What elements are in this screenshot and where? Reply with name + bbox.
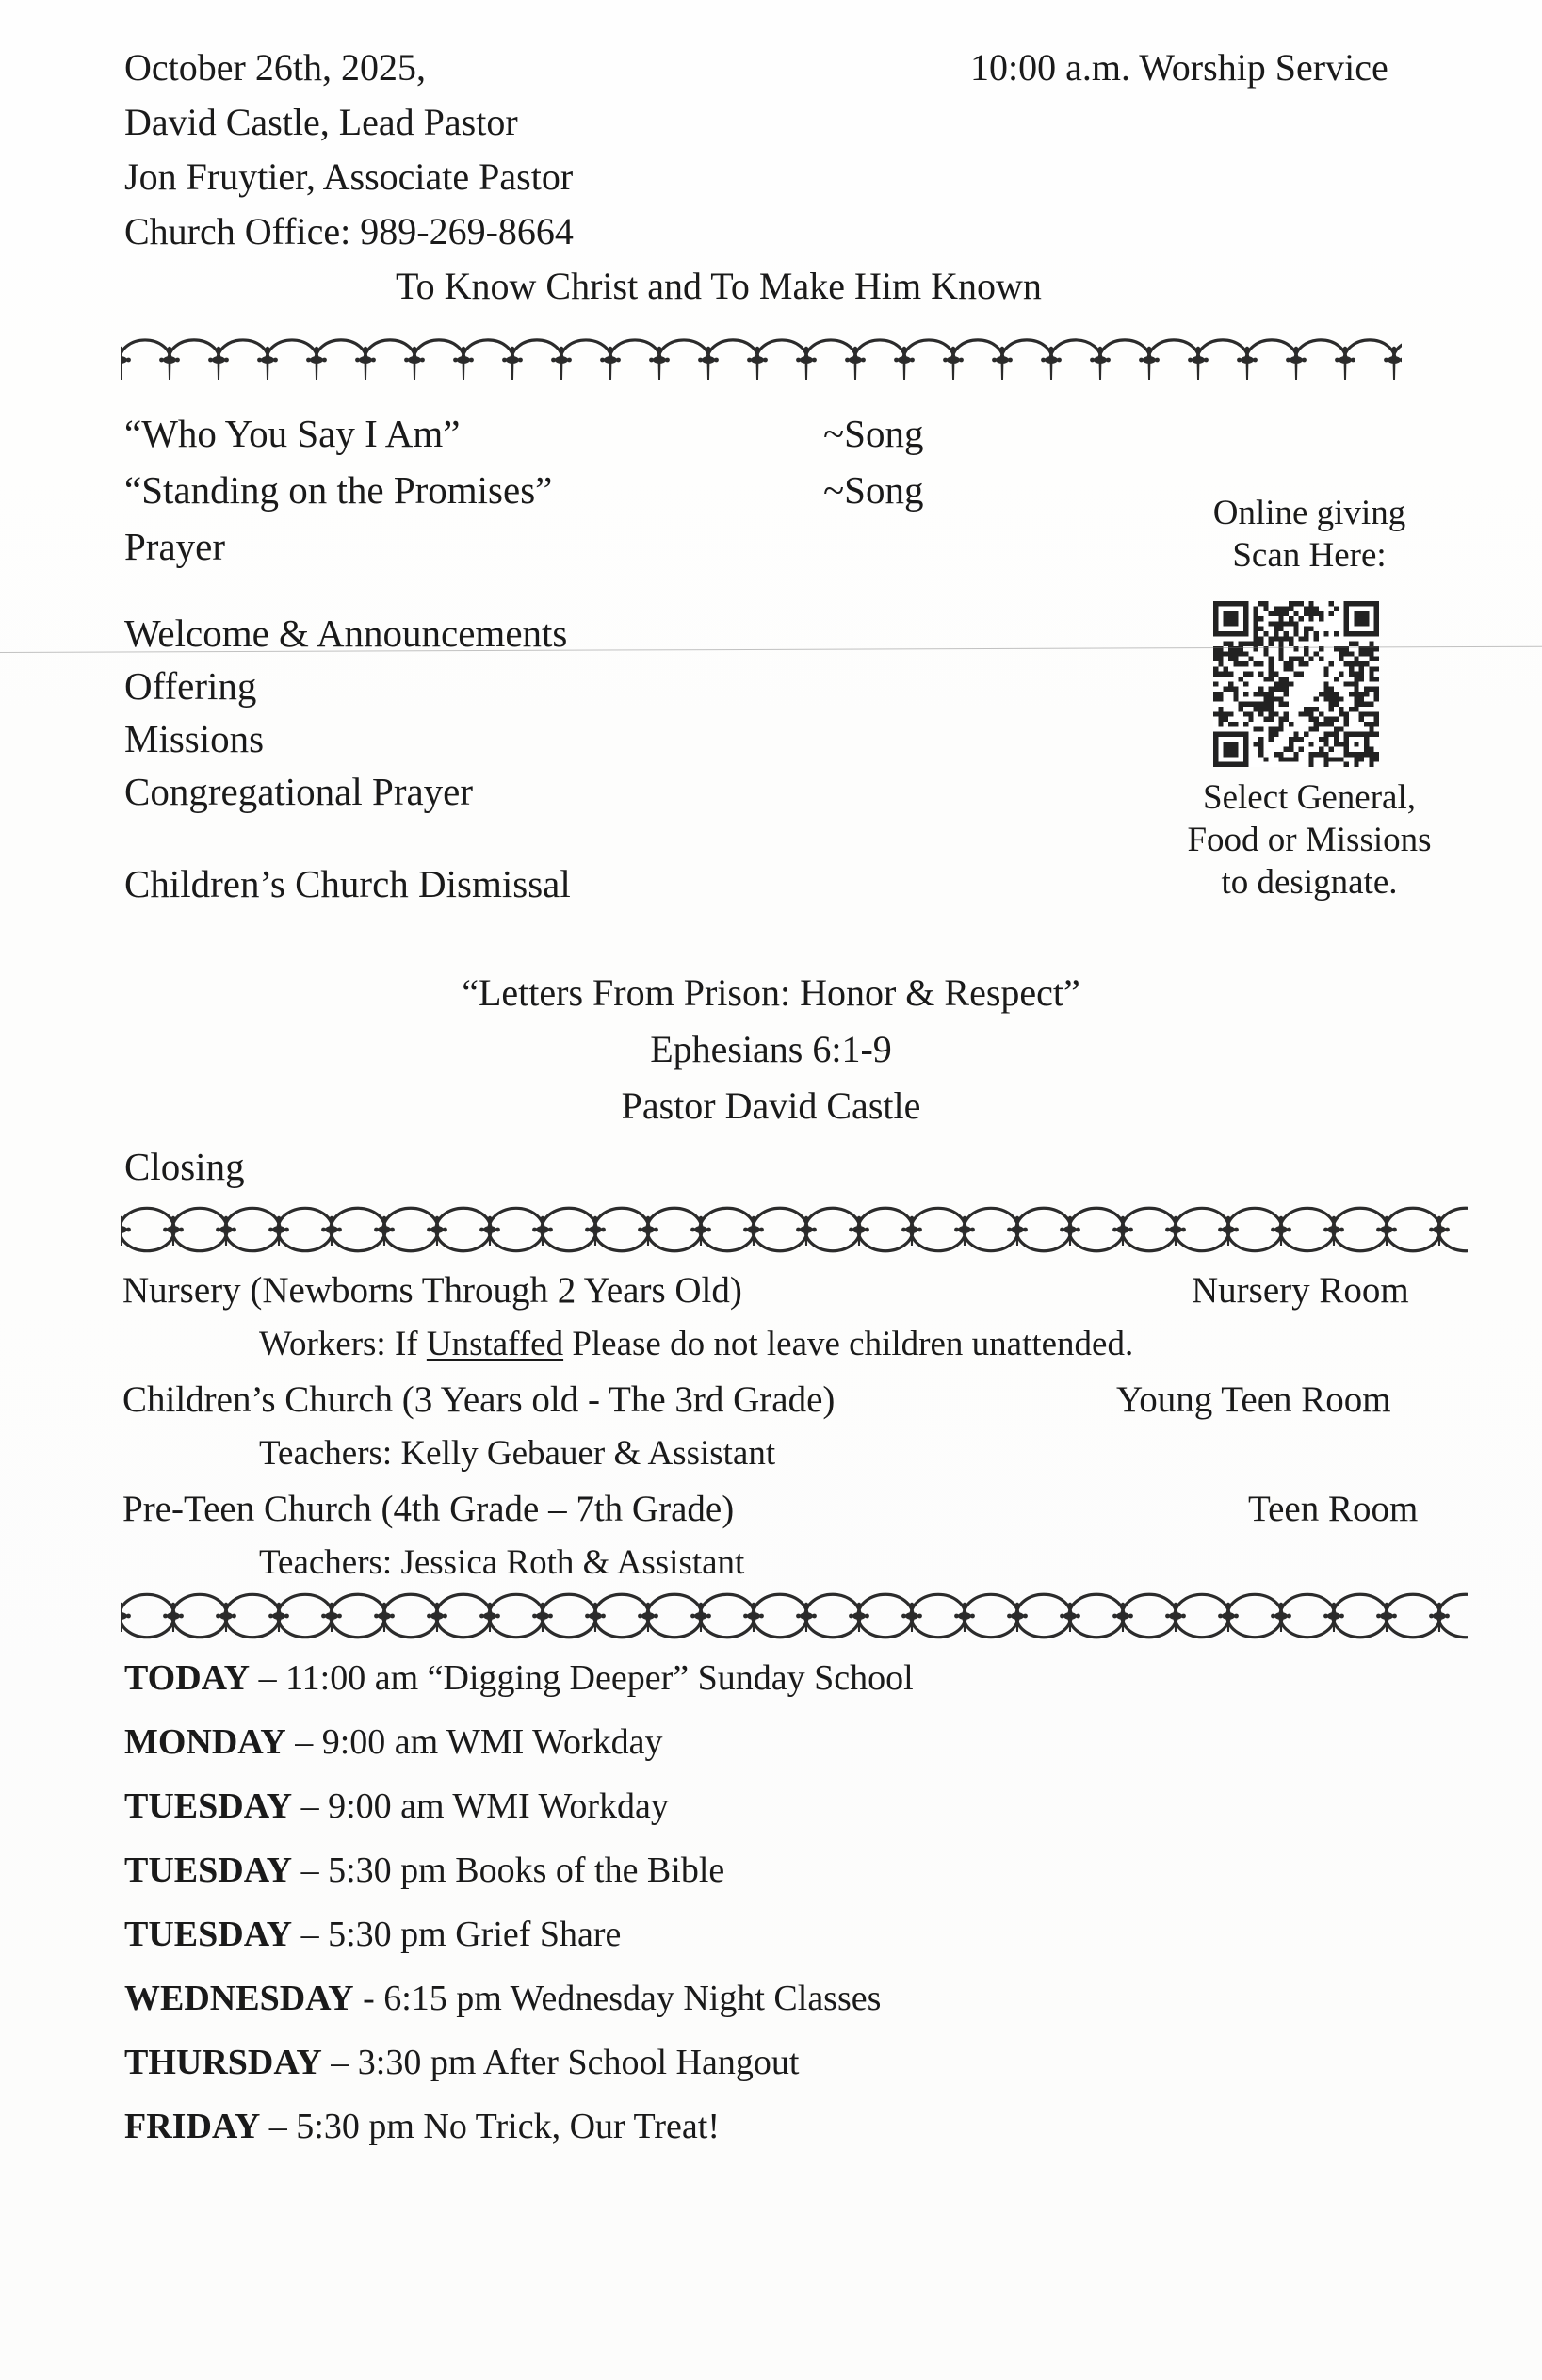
schedule-detail: - 6:15 pm Wednesday Night Classes bbox=[353, 1979, 882, 2018]
online-giving-heading bbox=[1121, 492, 1498, 577]
order-item-closing: Closing bbox=[124, 1145, 245, 1188]
order-item-offering: Offering bbox=[124, 664, 257, 708]
schedule-detail: – 5:30 pm No Trick, Our Treat! bbox=[260, 2107, 720, 2146]
schedule-row bbox=[124, 2045, 799, 2080]
ministry-name-childrens-church: Children’s Church (3 Years old - The 3rd Grade) bbox=[122, 1379, 836, 1420]
church-motto: To Know Christ and To Make Him Known bbox=[396, 265, 1042, 307]
schedule-day: TUESDAY bbox=[124, 1786, 293, 1826]
nursery-detail-underlined: Unstaffed bbox=[426, 1325, 564, 1363]
ministry-room-preteen-church: Teen Room bbox=[1248, 1489, 1419, 1529]
lead-pastor: David Castle, Lead Pastor bbox=[124, 101, 518, 143]
giving-note-line-1: Select General, bbox=[1203, 778, 1416, 817]
schedule-detail: – 5:30 pm Books of the Bible bbox=[292, 1850, 725, 1890]
ministry-detail-childrens-church: Teachers: Kelly Gebauer & Assistant bbox=[259, 1434, 776, 1473]
song-title-1: “Who You Say I Am” bbox=[124, 412, 461, 455]
schedule-detail: – 11:00 am “Digging Deeper” Sunday School bbox=[250, 1658, 914, 1698]
song-title-2: “Standing on the Promises” bbox=[124, 468, 553, 512]
order-item-missions: Missions bbox=[124, 717, 265, 760]
nursery-detail-prefix: Workers: If bbox=[259, 1325, 427, 1363]
schedule-day: WEDNESDAY bbox=[124, 1979, 354, 2018]
service-time: 10:00 a.m. Worship Service bbox=[970, 46, 1388, 89]
cross-ornament-divider bbox=[121, 332, 1402, 383]
schedule-row bbox=[124, 1660, 914, 1696]
giving-note-line-3: to designate. bbox=[1221, 863, 1398, 903]
schedule-detail: – 5:30 pm Grief Share bbox=[292, 1915, 622, 1954]
ministry-name-preteen-church: Pre-Teen Church (4th Grade – 7th Grade) bbox=[122, 1489, 735, 1529]
bulletin-date: October 26th, 2025, bbox=[124, 46, 426, 89]
online-giving-note bbox=[1112, 776, 1507, 904]
schedule-detail: – 9:00 am WMI Workday bbox=[285, 1722, 663, 1762]
order-item-congregational-prayer: Congregational Prayer bbox=[124, 770, 474, 813]
song-kind-1: ~Song bbox=[823, 412, 924, 455]
order-item-childrens-dismissal: Children’s Church Dismissal bbox=[124, 862, 571, 905]
online-giving-line-2: Scan Here: bbox=[1232, 536, 1387, 576]
sermon-title: “Letters From Prison: Honor & Respect” bbox=[462, 971, 1080, 1014]
schedule-row bbox=[124, 1916, 621, 1952]
schedule-day: TUESDAY bbox=[124, 1850, 293, 1890]
ministry-room-childrens-church: Young Teen Room bbox=[1116, 1379, 1391, 1420]
church-office: Church Office: 989-269-8664 bbox=[124, 210, 574, 253]
schedule-day: THURSDAY bbox=[124, 2043, 322, 2082]
schedule-row bbox=[124, 2109, 720, 2144]
order-item-prayer: Prayer bbox=[124, 525, 226, 568]
ministry-name-nursery: Nursery (Newborns Through 2 Years Old) bbox=[122, 1270, 742, 1311]
schedule-row bbox=[124, 1724, 662, 1760]
schedule-day: TUESDAY bbox=[124, 1915, 293, 1954]
schedule-row bbox=[124, 1981, 881, 2016]
cross-ornament-divider bbox=[121, 1590, 1468, 1641]
schedule-row bbox=[124, 1852, 724, 1888]
schedule-detail: – 9:00 am WMI Workday bbox=[292, 1786, 669, 1826]
order-item-welcome: Welcome & Announcements bbox=[124, 611, 568, 655]
ministry-detail-nursery bbox=[259, 1327, 1133, 1361]
schedule-day: TODAY bbox=[124, 1658, 251, 1698]
sermon-scripture: Ephesians 6:1-9 bbox=[650, 1028, 892, 1070]
sermon-speaker: Pastor David Castle bbox=[621, 1084, 921, 1127]
nursery-detail-suffix: Please do not leave children unattended. bbox=[563, 1325, 1134, 1363]
schedule-day: MONDAY bbox=[124, 1722, 286, 1762]
ministry-room-nursery: Nursery Room bbox=[1192, 1270, 1409, 1311]
qr-code-icon[interactable] bbox=[1213, 601, 1379, 767]
online-giving-line-1: Online giving bbox=[1212, 494, 1406, 532]
giving-note-line-2: Food or Missions bbox=[1187, 821, 1432, 860]
associate-pastor: Jon Fruytier, Associate Pastor bbox=[124, 155, 574, 198]
schedule-row bbox=[124, 1788, 669, 1824]
schedule-detail: – 3:30 pm After School Hangout bbox=[321, 2043, 800, 2082]
ministry-detail-preteen-church: Teachers: Jessica Roth & Assistant bbox=[259, 1543, 745, 1582]
song-kind-2: ~Song bbox=[823, 468, 924, 512]
cross-ornament-divider bbox=[121, 1204, 1468, 1255]
schedule-day: FRIDAY bbox=[124, 2107, 261, 2146]
